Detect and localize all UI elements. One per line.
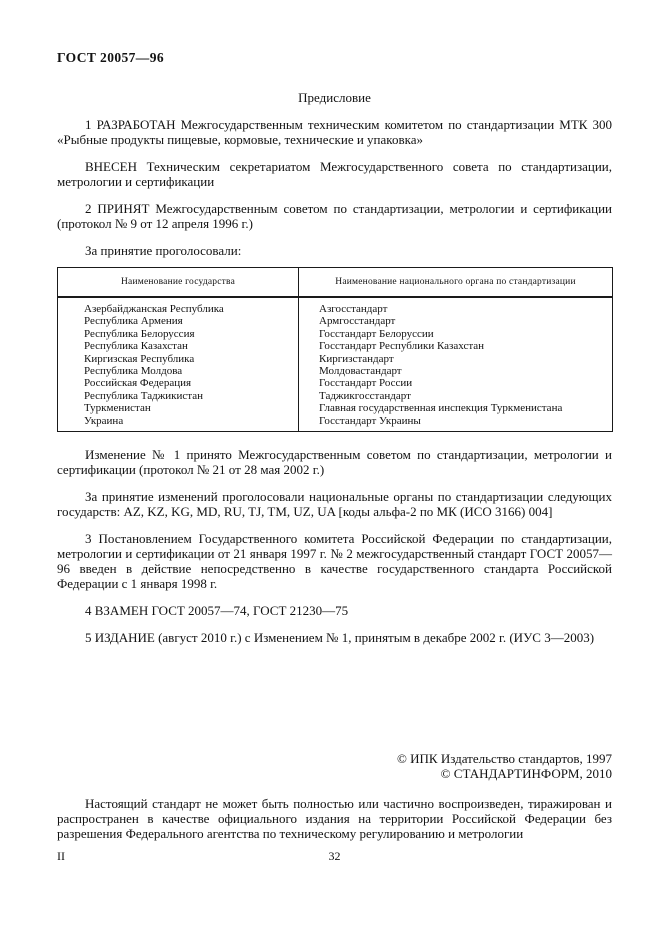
table-cell-state: Украина xyxy=(58,415,299,432)
table-row xyxy=(58,377,613,389)
table-cell-state: Республика Казахстан xyxy=(58,340,299,352)
table-cell-body: Госстандарт России xyxy=(299,377,613,389)
preface-paragraph-edition: 5 ИЗДАНИЕ (август 2010 г.) с Изменением № 1, принятым в декабре 2002 г. (ИУС 3—2003) xyxy=(85,630,595,646)
page-number-roman: II xyxy=(57,849,65,863)
table-cell-body: Госстандарт Белоруссии xyxy=(299,328,613,340)
table-row xyxy=(58,315,613,327)
table-cell-state: Киргизская Республика xyxy=(58,353,299,365)
copyright-block xyxy=(397,751,612,781)
preface-paragraph-replaces: 4 ВЗАМЕН ГОСТ 20057—74, ГОСТ 21230—75 xyxy=(85,603,349,619)
table-cell-state: Азербайджанская Республика xyxy=(58,297,299,315)
table-row xyxy=(58,353,613,365)
amendment-votes-paragraph: За принятие изменений проголосовали национальные органы по стандартизации следующих государств: AZ, KZ, KG, MD, RU, TJ, TM, UZ, UA [коды альфа-2 по МК (ИСО 3166) 004] xyxy=(57,489,612,520)
preface-paragraph-developed: 1 РАЗРАБОТАН Межгосударственным техническим комитетом по стандартизации МТК 300 «Рыбные продукты пищевые, кормовые, технические и упаковка» xyxy=(57,117,612,147)
page-number: 32 xyxy=(328,849,341,863)
table-header-row xyxy=(58,268,613,298)
table-cell-state: Туркменистан xyxy=(58,402,299,414)
vote-table xyxy=(57,267,613,432)
table-cell-body: Госстандарт Республики Казахстан xyxy=(299,340,613,352)
table-row xyxy=(58,365,613,377)
preface-paragraph-enacted: 3 Постановлением Государственного комитета Российской Федерации по стандартизации, метрологии и сертификации от 21 января 1997 г. № 2 межгосударственный стандарт ГОСТ 20057—96 введен в действие непосредственно в качестве государственного стандарта Российской Федерации с 1 января 1998 г. xyxy=(57,531,612,592)
table-cell-state: Республика Таджикистан xyxy=(58,390,299,402)
table-cell-state: Республика Белоруссия xyxy=(58,328,299,340)
table-row xyxy=(58,297,613,315)
table-cell-body: Госстандарт Украины xyxy=(299,415,613,432)
table-cell-body: Молдовастандарт xyxy=(299,365,613,377)
copyright-line-ipk: © ИПК Издательство стандартов, 1997 xyxy=(397,751,612,766)
table-cell-state: Российская Федерация xyxy=(58,377,299,389)
table-cell-body: Главная государственная инспекция Туркменистана xyxy=(299,402,613,414)
vote-intro: За принятие проголосовали: xyxy=(85,243,242,258)
table-cell-body: Азгосстандарт xyxy=(299,297,613,315)
preface-paragraph-submitted: ВНЕСЕН Техническим секретариатом Межгосударственного совета по стандартизации, метрологии и сертификации xyxy=(57,159,612,189)
table-row xyxy=(58,328,613,340)
table-row xyxy=(58,402,613,414)
preface-paragraph-adopted: 2 ПРИНЯТ Межгосударственным советом по стандартизации, метрологии и сертификации (протокол № 9 от 12 апреля 1996 г.) xyxy=(57,201,612,231)
table-cell-body: Таджикгосстандарт xyxy=(299,390,613,402)
table-cell-state: Республика Армения xyxy=(58,315,299,327)
amendment-paragraph: Изменение № 1 принято Межгосударственным советом по стандартизации, метрологии и сертификации (протокол № 21 от 28 мая 2002 г.) xyxy=(57,447,612,478)
doc-code: ГОСТ 20057—96 xyxy=(57,50,164,65)
table-cell-body: Армгосстандарт xyxy=(299,315,613,327)
table-cell-body: Киргизстандарт xyxy=(299,353,613,365)
table-cell-state: Республика Молдова xyxy=(58,365,299,377)
table-row xyxy=(58,340,613,352)
table-header-state: Наименование государства xyxy=(58,268,299,298)
page-title: Предисловие xyxy=(298,90,371,105)
reproduction-disclaimer: Настоящий стандарт не может быть полностью или частично воспроизведен, тиражирован и распространен в качестве официального издания на территории Российской Федерации без разрешения Федерального агентства по техническому регулированию и метрологии xyxy=(57,796,612,841)
table-row xyxy=(58,415,613,432)
table-header-body: Наименование национального органа по стандартизации xyxy=(299,268,613,298)
copyright-line-standartinform: © СТАНДАРТИНФОРМ, 2010 xyxy=(440,766,612,781)
table-row xyxy=(58,390,613,402)
